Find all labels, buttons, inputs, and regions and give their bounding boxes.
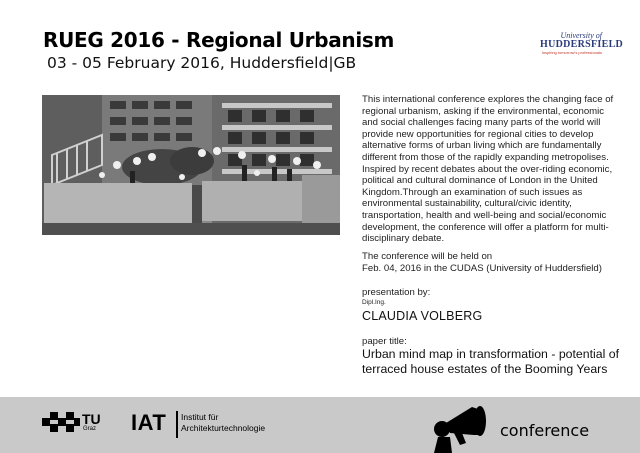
paper-title-line2: terraced house estates of the Booming Years	[362, 361, 608, 376]
university-logo-line2: HUDDERSFIELD	[540, 39, 624, 50]
held-line2: Feb. 04, 2016 in the CUDAS (University of Huddersfield)	[362, 262, 602, 274]
footer-bar	[0, 397, 640, 453]
iat-logo: IAT	[131, 410, 167, 435]
presentation-label: presentation by:	[362, 287, 431, 298]
university-logo-line1: University of	[560, 31, 602, 40]
held-line1: The conference will be held on	[362, 251, 493, 262]
page-subtitle: 03 - 05 February 2016, Huddersfield|GB	[47, 54, 357, 72]
paper-title	[362, 347, 632, 376]
megaphone-icon	[428, 399, 494, 453]
page-title: RUEG 2016 - Regional Urbanism	[43, 28, 395, 52]
paper-title-label: paper title:	[362, 336, 407, 347]
iat-line1: Institut für	[181, 412, 219, 422]
tu-label: TU	[82, 411, 101, 427]
university-logo-line3: Inspiring tomorrow's professionals	[541, 50, 602, 55]
graz-label: Graz	[83, 426, 97, 432]
paper-title-line1: Urban mind map in transformation - potential of	[362, 347, 619, 361]
iat-divider	[176, 411, 178, 438]
university-logo	[540, 31, 624, 55]
terraced-housing-photo-icon	[42, 95, 340, 235]
iat-line2: Architekturtechnologie	[181, 422, 266, 433]
iat-description	[181, 412, 265, 433]
conference-label: conference	[500, 421, 590, 440]
description-text: This international conference explores the changing face of regional urbanism, asking if the environmental, economic and social challenges facing many parts of the world will provide new opportunities for regional cities to develop alternative forms of urban living which are fundamentally different from those of the rapidly expanding metropolises. Inspired by recent debates about the over-riding economic, political and cultural dominance of London in the United Kingdom.Through an examination of such issues as environmental sustainability, cultural/civic identity, transportation, health and well-being and social/economic development, the conference will offer a platform for multi-disciplinary debate.	[362, 94, 614, 245]
presenter-title: Dipl.Ing.	[362, 299, 386, 306]
conference-description	[362, 94, 622, 245]
conference-date-block	[362, 251, 602, 274]
presenter-name: CLAUDIA VOLBERG	[362, 309, 483, 323]
